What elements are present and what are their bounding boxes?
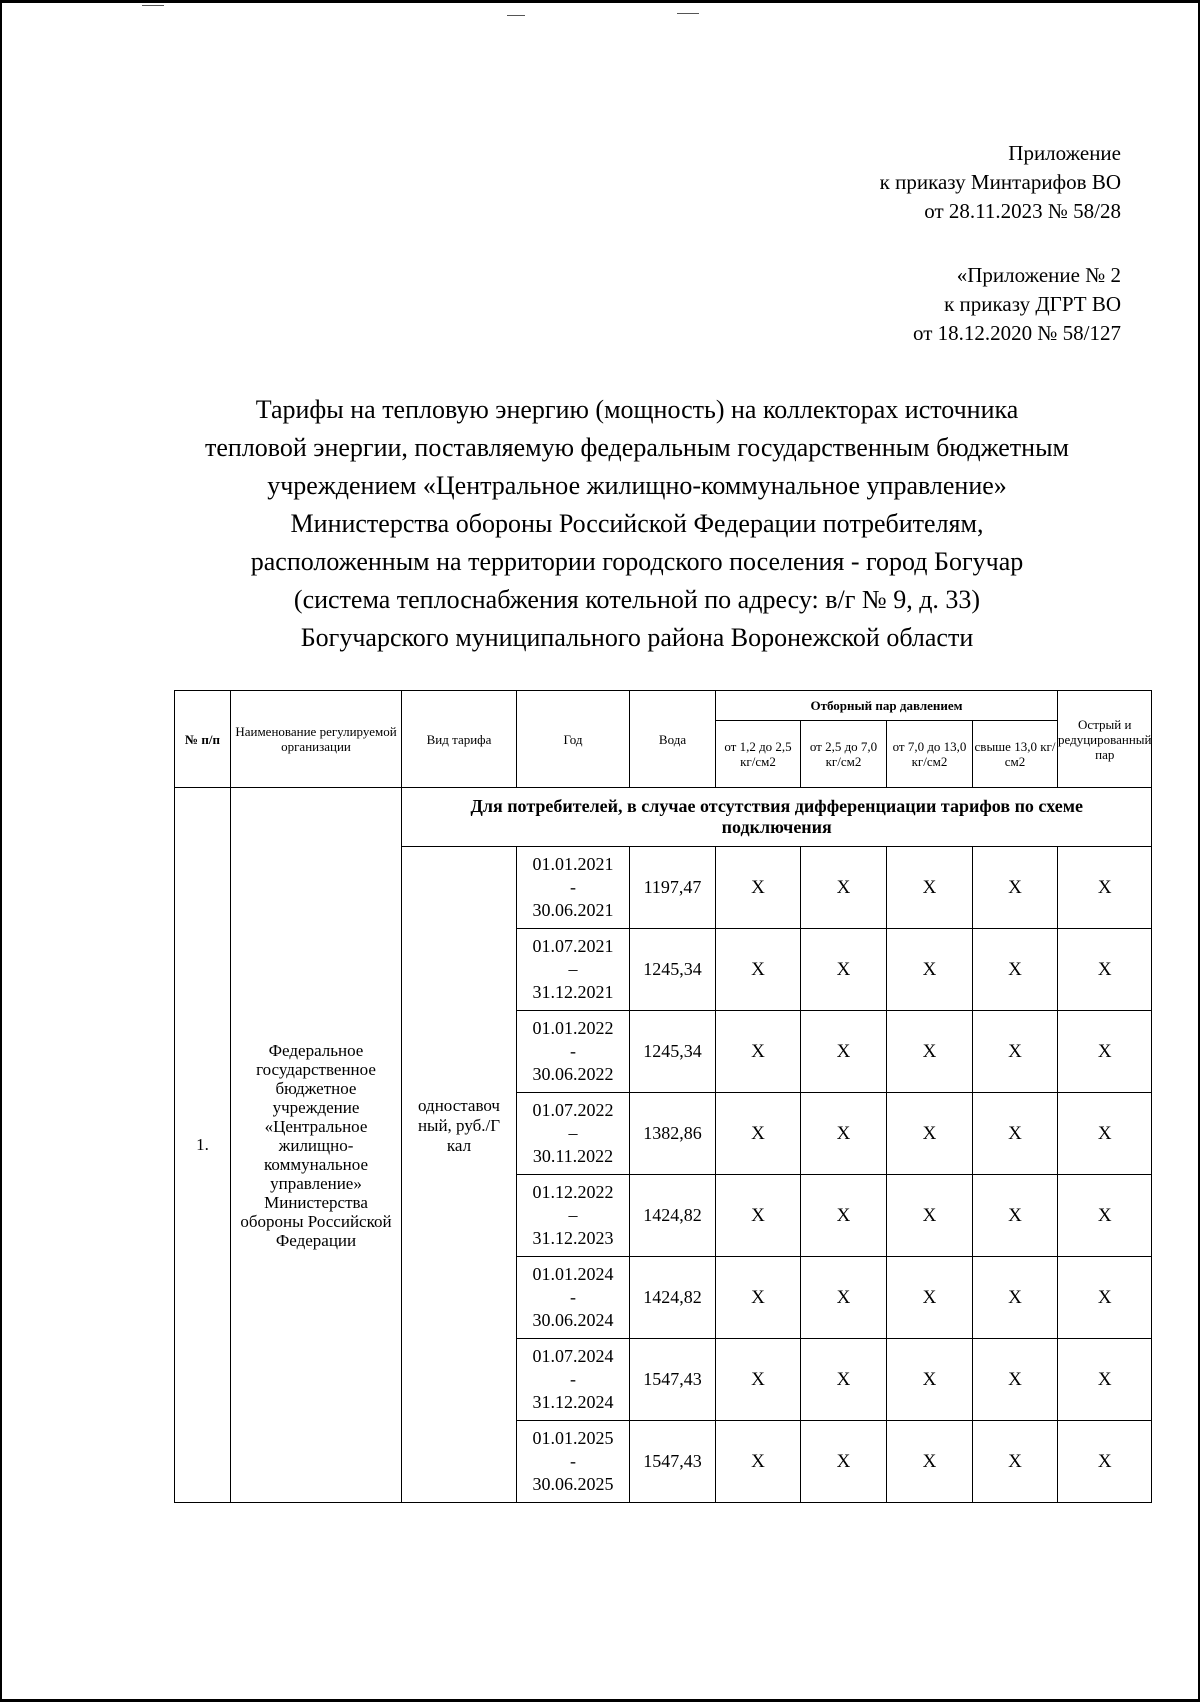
header-tariff-kind: Вид тарифа [402,691,517,788]
period-from: 01.07.2024 [532,1346,614,1366]
not-applicable-mark: Х [1058,1175,1152,1257]
approval-line: «Приложение № 2 [956,263,1121,287]
not-applicable-mark: Х [1058,929,1152,1011]
period-to: 30.06.2024 [532,1310,614,1330]
approval-line: к приказу ДГРТ ВО [944,292,1121,316]
not-applicable-mark: Х [887,1093,973,1175]
not-applicable-mark: Х [887,1257,973,1339]
consumer-subheader: Для потребителей, в случае отсутствия дифференциации тарифов по схеме подключения [402,788,1152,847]
not-applicable-mark: Х [887,1175,973,1257]
title-line: (система теплоснабжения котельной по адресу: в/г № 9, д. 33) [293,585,981,614]
period-separator: – [568,1123,578,1143]
not-applicable-mark: Х [801,1175,887,1257]
not-applicable-mark: Х [887,1011,973,1093]
not-applicable-mark: Х [1058,1093,1152,1175]
water-tariff-value: 1245,34 [630,1011,716,1093]
period-to: 31.12.2021 [532,982,614,1002]
not-applicable-mark: Х [716,1175,801,1257]
period-from: 01.01.2024 [532,1264,614,1284]
period-separator: - [570,877,576,897]
tariff-kind-cell [402,847,517,1503]
period-from: 01.07.2021 [532,936,614,956]
period-cell [517,1421,630,1503]
header-water: Вода [630,691,716,788]
row-number-cell: 1. [175,788,231,1503]
not-applicable-mark: Х [1058,847,1152,929]
header-sharp-steam: Острый и редуцированный пар [1058,691,1152,788]
approval-line: к приказу Минтарифов ВО [879,170,1121,194]
period-to: 30.06.2021 [532,900,614,920]
approval-line: Приложение [1008,141,1121,165]
not-applicable-mark: Х [973,847,1058,929]
period-to: 30.06.2022 [532,1064,614,1084]
approval-block-appendix [880,139,1121,226]
title-line: Богучарского муниципального района Воронежской области [300,623,974,652]
not-applicable-mark: Х [801,1093,887,1175]
header-year: Год [517,691,630,788]
not-applicable-mark: Х [973,1011,1058,1093]
not-applicable-mark: Х [887,847,973,929]
not-applicable-mark: Х [716,1339,801,1421]
not-applicable-mark: Х [887,1421,973,1503]
header-steam-2: от 2,5 до 7,0 кг/см2 [801,721,887,788]
period-from: 01.07.2022 [532,1100,614,1120]
header-organization: Наименование регулируемой организации [231,691,402,788]
not-applicable-mark: Х [973,1093,1058,1175]
not-applicable-mark: Х [801,1011,887,1093]
not-applicable-mark: Х [801,929,887,1011]
header-steam-4: свыше 13,0 кг/см2 [973,721,1058,788]
water-tariff-value: 1424,82 [630,1175,716,1257]
header-steam-3: от 7,0 до 13,0 кг/см2 [887,721,973,788]
not-applicable-mark: Х [973,929,1058,1011]
period-separator: – [568,1205,578,1225]
not-applicable-mark: Х [801,1257,887,1339]
water-tariff-value: 1547,43 [630,1421,716,1503]
not-applicable-mark: Х [973,1175,1058,1257]
not-applicable-mark: Х [716,1011,801,1093]
not-applicable-mark: Х [801,1339,887,1421]
period-to: 30.06.2025 [532,1474,614,1494]
not-applicable-mark: Х [1058,1421,1152,1503]
period-separator: - [570,1369,576,1389]
not-applicable-mark: Х [1058,1011,1152,1093]
period-to: 30.11.2022 [532,1146,614,1166]
header-num: № п/п [175,691,231,788]
period-cell [517,1093,630,1175]
not-applicable-mark: Х [1058,1339,1152,1421]
title-line: учреждением «Центральное жилищно-коммунальное управление» [267,471,1007,500]
period-separator: - [570,1451,576,1471]
period-separator: - [570,1287,576,1307]
header-steam-1: от 1,2 до 2,5 кг/см2 [716,721,801,788]
period-from: 01.12.2022 [532,1182,614,1202]
not-applicable-mark: Х [887,1339,973,1421]
not-applicable-mark: Х [1058,1257,1152,1339]
scan-artifact [142,5,164,6]
header-steam-group: Отборный пар давлением [716,691,1058,721]
period-cell [517,1257,630,1339]
not-applicable-mark: Х [801,847,887,929]
not-applicable-mark: Х [716,929,801,1011]
period-separator: - [570,1041,576,1061]
period-cell [517,929,630,1011]
not-applicable-mark: Х [973,1339,1058,1421]
not-applicable-mark: Х [973,1421,1058,1503]
period-from: 01.01.2021 [532,854,614,874]
tariffs-table [174,690,1152,1503]
scan-artifact [677,13,699,14]
period-cell [517,1339,630,1421]
not-applicable-mark: Х [716,1421,801,1503]
water-tariff-value: 1245,34 [630,929,716,1011]
tariff-kind-text: одноставочный, руб./Гкал [417,1096,501,1155]
water-tariff-value: 1197,47 [630,847,716,929]
period-separator: – [568,959,578,979]
water-tariff-value: 1382,86 [630,1093,716,1175]
title-line: тепловой энергии, поставляемую федеральным государственным бюджетным [205,433,1069,462]
period-from: 01.01.2022 [532,1018,614,1038]
period-cell [517,1175,630,1257]
water-tariff-value: 1547,43 [630,1339,716,1421]
not-applicable-mark: Х [716,1093,801,1175]
not-applicable-mark: Х [716,847,801,929]
period-cell [517,847,630,929]
not-applicable-mark: Х [973,1257,1058,1339]
approval-block-previous-order [913,261,1121,348]
water-tariff-value: 1424,82 [630,1257,716,1339]
title-line: расположенным на территории городского поселения - город Богучар [250,547,1024,576]
period-cell [517,1011,630,1093]
not-applicable-mark: Х [887,929,973,1011]
period-from: 01.01.2025 [532,1428,614,1448]
title-line: Министерства обороны Российской Федерации потребителям, [290,509,984,538]
organization-name-cell: Федеральное государственное бюджетное учреждение «Центральное жилищно-коммунальное управление» Министерства обороны Российской Федерации [231,788,402,1503]
document-title [152,391,1122,657]
not-applicable-mark: Х [801,1421,887,1503]
not-applicable-mark: Х [716,1257,801,1339]
scan-artifact [507,15,525,16]
approval-line: от 28.11.2023 № 58/28 [924,199,1121,223]
period-to: 31.12.2024 [532,1392,614,1412]
period-to: 31.12.2023 [532,1228,614,1248]
title-line: Тарифы на тепловую энергию (мощность) на коллекторах источника [255,395,1019,424]
approval-line: от 18.12.2020 № 58/127 [912,321,1121,345]
